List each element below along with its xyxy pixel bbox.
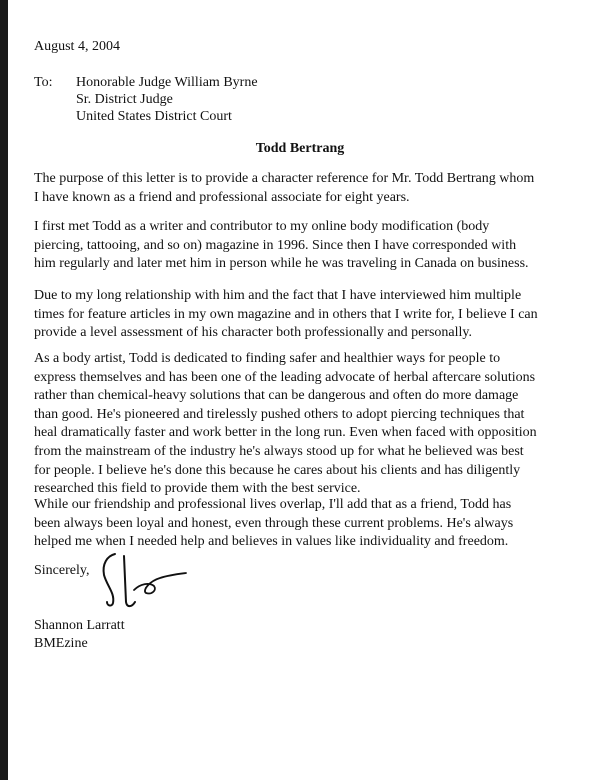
text-line: times for feature articles in my own magazine and in others that I write for, I believe I can bbox=[34, 306, 538, 322]
paragraph-purpose bbox=[34, 170, 574, 207]
recipient-line: United States District Court bbox=[76, 109, 232, 124]
text-line: I have known as a friend and professional associate for eight years. bbox=[34, 189, 410, 205]
text-line: express themselves and has been one of the leading advocate of herbal aftercare solutions bbox=[34, 369, 536, 385]
letter-subject: Todd Bertrang bbox=[255, 141, 345, 156]
text-line: from the mainstream of the industry he's always stood up for what he believed was best bbox=[34, 443, 524, 459]
text-line: researched this field to provide them with the best service. bbox=[34, 481, 361, 497]
text-line: While our friendship and professional lives overlap, I'll add that as a friend, Todd has bbox=[34, 497, 512, 512]
text-line: rather than chemical-heavy solutions that can be dangerous and often do more damage bbox=[34, 388, 519, 404]
signer-name: Shannon Larratt bbox=[34, 618, 125, 633]
text-line: than good. He's pioneered and tirelessly pushed others to adopt piercing techniques that bbox=[34, 406, 525, 422]
paragraph-first-met bbox=[34, 218, 574, 274]
text-line: As a body artist, Todd is dedicated to finding safer and healthier ways for people to bbox=[34, 351, 501, 366]
text-line: I first met Todd as a writer and contributor to my online body modification (body bbox=[34, 219, 490, 234]
recipient-line: Sr. District Judge bbox=[76, 92, 173, 107]
recipient-line: Honorable Judge William Byrne bbox=[76, 75, 258, 90]
recipient-address bbox=[76, 74, 376, 125]
text-line: for people. I believe he's done this because he cares about his clients and has diligently bbox=[34, 462, 521, 478]
text-line: him regularly and later met him in person while he was traveling in Canada on business. bbox=[34, 256, 529, 272]
letter-date: August 4, 2004 bbox=[34, 39, 120, 54]
text-line: helped me when I needed help and believes in values like individuality and freedom. bbox=[34, 534, 509, 550]
text-line: piercing, tattooing, and so on) magazine in 1996. Since then I have corresponded with bbox=[34, 237, 517, 253]
signer-block bbox=[34, 617, 125, 652]
signer-organization: BMEzine bbox=[34, 635, 88, 651]
text-line: The purpose of this letter is to provide a character reference for Mr. Todd Bertrang whom bbox=[34, 171, 535, 186]
text-line: provide a level assessment of his character both professionally and personally. bbox=[34, 325, 473, 341]
to-label: To: bbox=[34, 75, 53, 90]
closing: Sincerely, bbox=[34, 563, 90, 578]
text-line: Due to my long relationship with him and the fact that I have interviewed him multiple bbox=[34, 288, 522, 303]
text-line: heal dramatically faster and work better in the long run. Even when faced with opposition bbox=[34, 425, 537, 441]
paragraph-relationship bbox=[34, 287, 574, 343]
paragraph-body-artist bbox=[34, 350, 574, 499]
signature bbox=[94, 548, 189, 614]
paragraph-friendship bbox=[34, 496, 574, 552]
text-line: been always been loyal and honest, even through these current problems. He's always bbox=[34, 515, 514, 531]
scan-edge bbox=[0, 0, 8, 780]
